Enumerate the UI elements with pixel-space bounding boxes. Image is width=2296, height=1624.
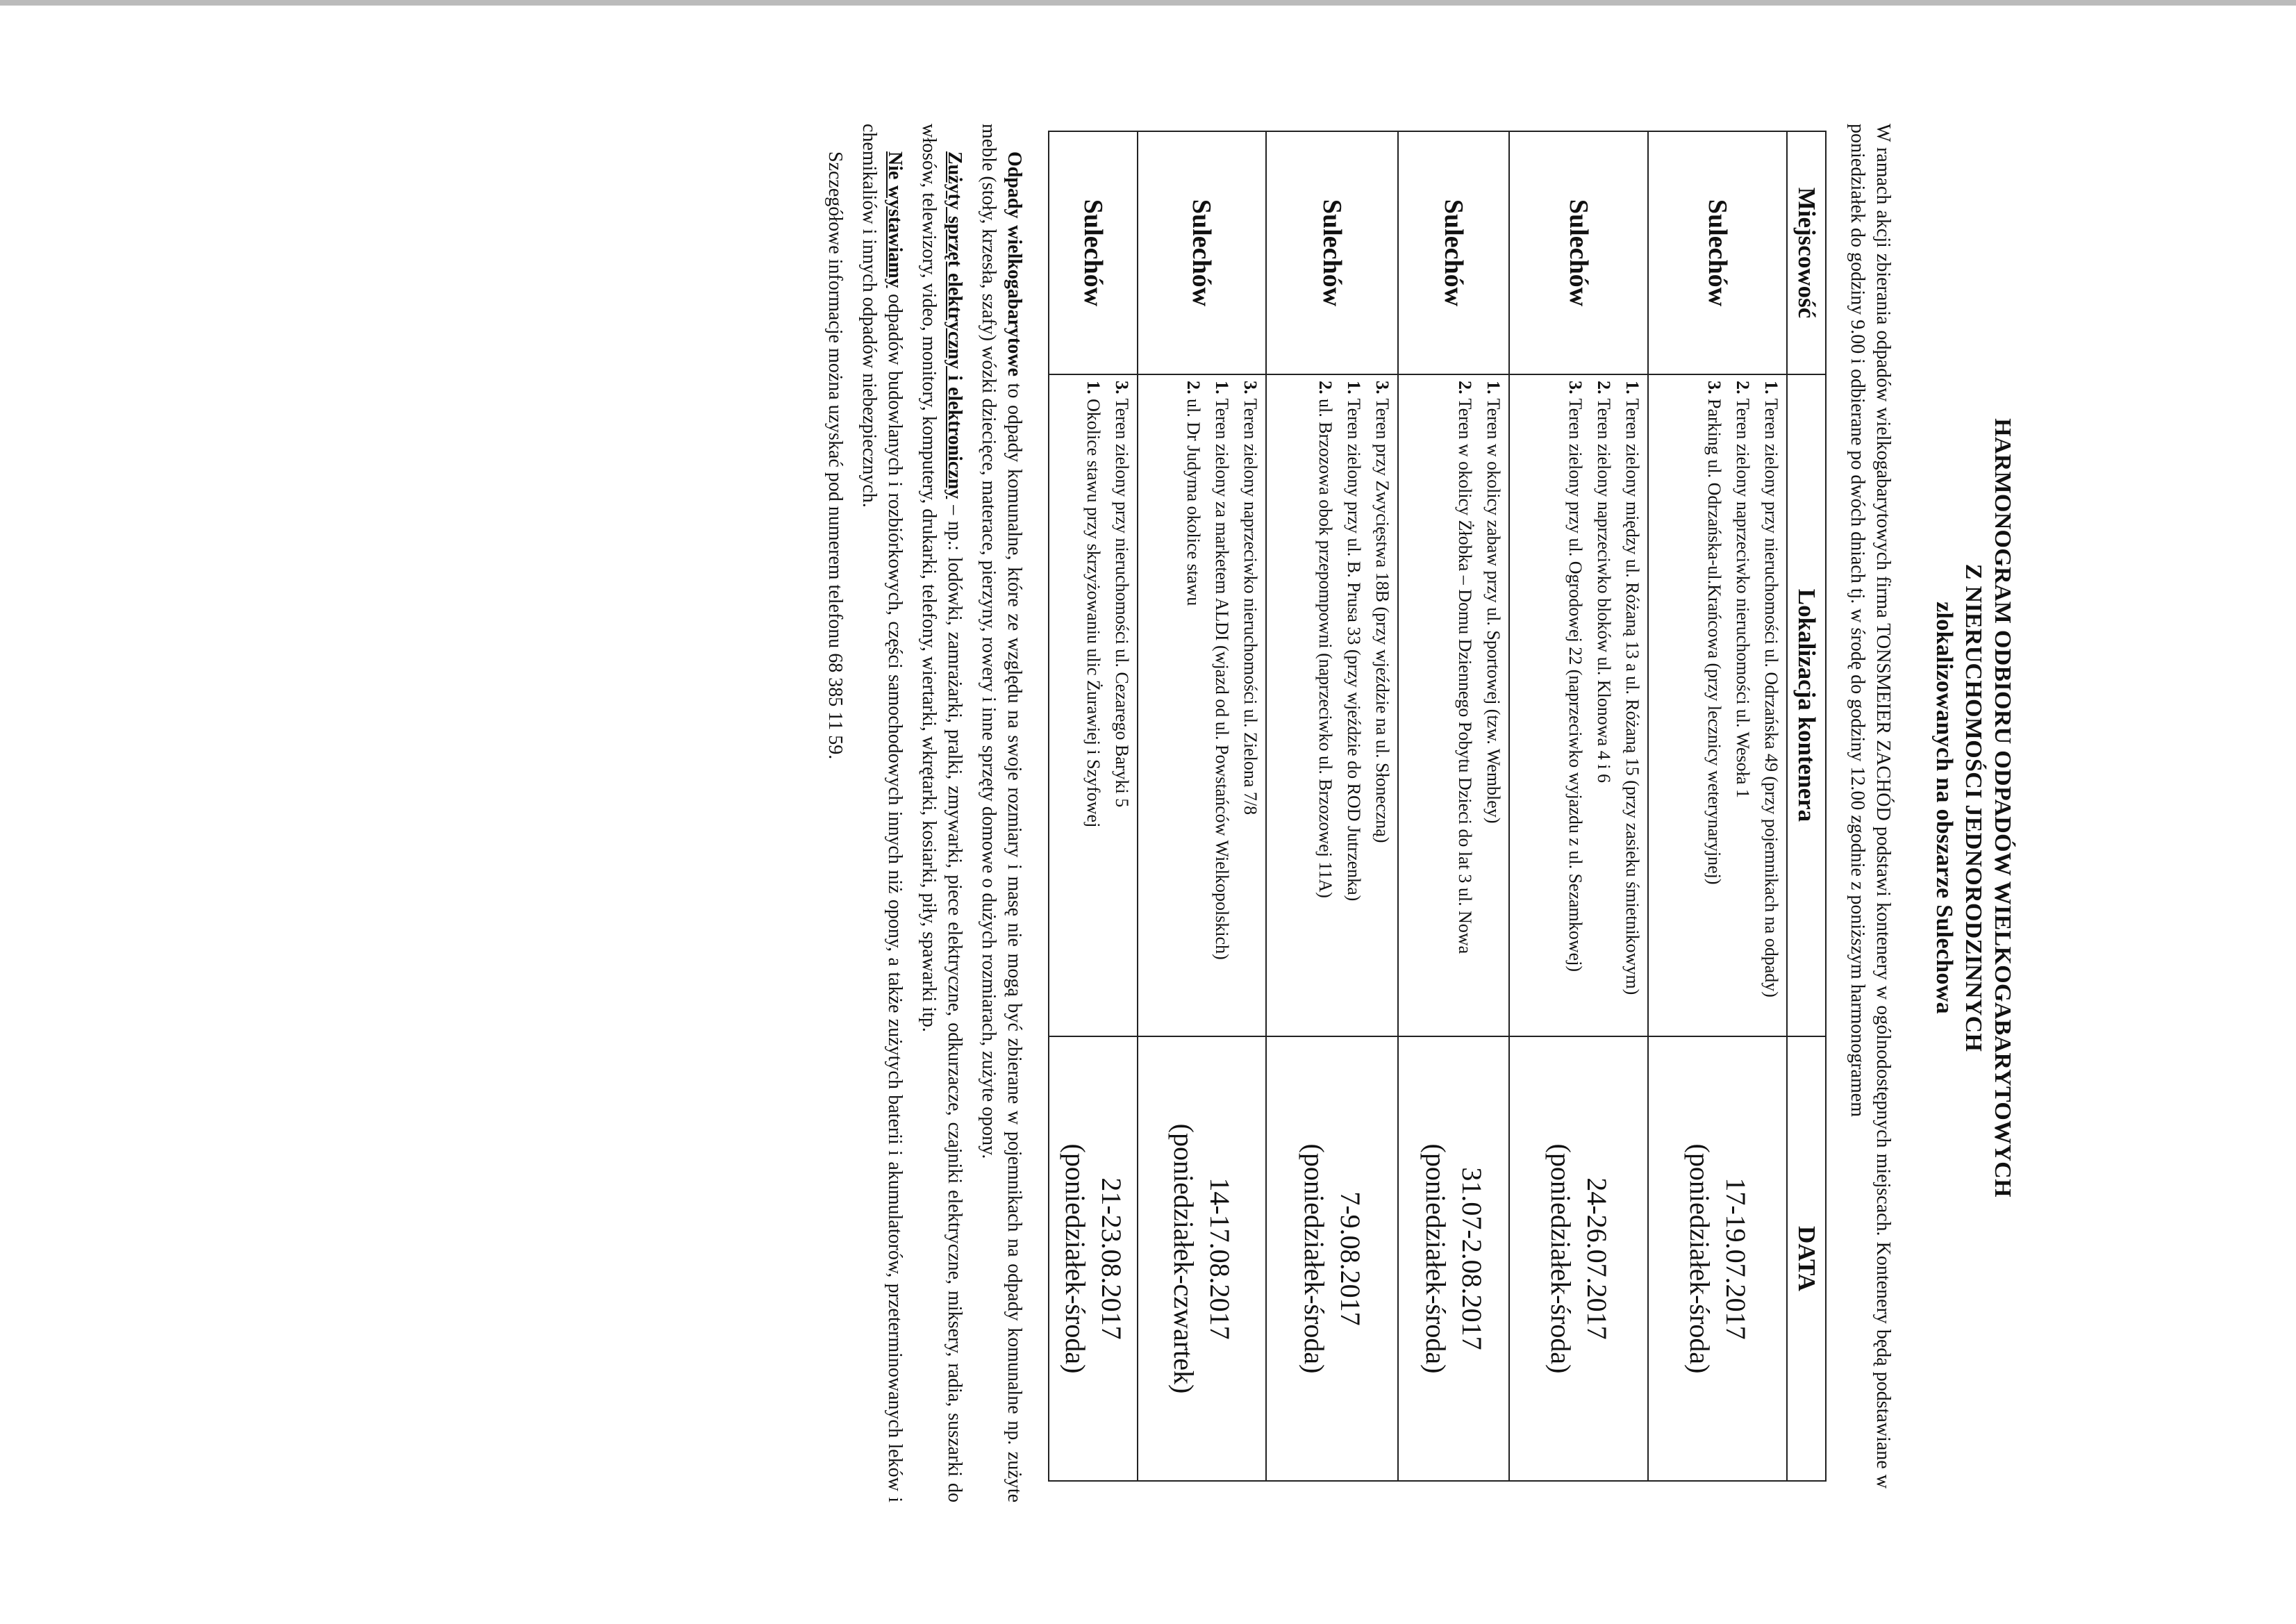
- cell-location: [1398, 374, 1509, 1036]
- location-item-number: 3.: [1372, 381, 1392, 395]
- note-not-accepted: [856, 124, 908, 1502]
- location-item: [1454, 381, 1476, 1030]
- note-not-term: Nie wystawiamy: [884, 151, 906, 288]
- title-line-3: zlokalizowanych na obszarze Sulechowa: [1931, 602, 1957, 1014]
- cell-location: [1509, 374, 1648, 1036]
- cell-place: Sulechów: [1266, 131, 1398, 374]
- location-item-text: Teren w okolicy Żłobka – Domu Dziennego Pobytu Dzieci do lat 3 ul. Nowa: [1455, 398, 1475, 954]
- table-row: [1266, 131, 1398, 1481]
- cell-place: Sulechów: [1049, 131, 1138, 374]
- location-item-text: Teren zielony naprzeciwko nieruchomości ul. Zielona 7/8: [1240, 398, 1261, 815]
- location-item: [1372, 381, 1393, 1030]
- scan-edge: [0, 0, 2296, 6]
- cell-location: [1266, 374, 1398, 1036]
- date-range: 7-9.08.2017: [1335, 1191, 1366, 1326]
- location-item-text: Teren zielony między ul. Różaną 13 a ul. Różaną 15 (przy zasieku śmietnikowym): [1622, 398, 1642, 995]
- note-contact: Szczegółowe informacje można uzyskać pod numerem telefonu 68 385 11 59.: [824, 151, 846, 760]
- location-item: [1343, 381, 1365, 1030]
- schedule-table: [1048, 131, 1827, 1482]
- table-row: [1509, 131, 1648, 1481]
- location-item-text: Teren zielony przy ul. Ogrodowej 22 (naprzeciwko wyjazdu z ul. Sezamkowej): [1565, 398, 1586, 972]
- location-item-number: 1.: [1083, 381, 1104, 395]
- cell-location: [1648, 374, 1787, 1036]
- location-item: [1183, 381, 1204, 1030]
- location-item-text: ul. Dr Judyma okolice stawu: [1183, 399, 1204, 606]
- table-row: [1049, 131, 1138, 1481]
- notes-section: [822, 124, 1027, 1502]
- location-item-text: Teren zielony za marketem ALDI (wjazd od ul. Powstańców Wielkopolskich): [1212, 398, 1232, 960]
- cell-place: Sulechów: [1398, 131, 1509, 374]
- header-date: DATA: [1787, 1036, 1826, 1481]
- date-weekdays: (poniedziałek-czwartek): [1168, 1123, 1200, 1394]
- date-weekdays: (poniedziałek-środa): [1420, 1143, 1451, 1374]
- document-body: [814, 124, 2199, 1502]
- schedule-rows: [1049, 131, 1787, 1481]
- date-weekdays: (poniedziałek-środa): [1299, 1143, 1330, 1374]
- date-range: 17-19.07.2017: [1720, 1177, 1752, 1340]
- title-line-2: Z NIERUCHOMOŚCI JEDNORODZINNYCH: [1961, 563, 1986, 1052]
- note-electro-term: Zużyty sprzęt elektryczny i elektroniczny: [944, 151, 965, 499]
- location-item-number: 3.: [1565, 381, 1586, 395]
- date-weekdays: (poniedziałek-środa): [1060, 1143, 1091, 1374]
- title-line-1: HARMONOGRAM ODBIORU ODPADÓW WIELKOGABARYTOWYCH: [1990, 418, 2015, 1198]
- date-range: 14-17.08.2017: [1204, 1177, 1236, 1340]
- document-title: [1929, 124, 2017, 1492]
- note-bulky-text: to odpady komunalne, które ze względu na swoje rozmiary i masę nie mogą być zbierane w pojemnikach na odpady komunalne np. zużyte meble (stoły, krzesła, szafy) wózki dziecięce, materace, pierzyny, rowery i inne sprzęty domowe o dużych rozmiarach, zużyte opony.: [978, 124, 1025, 1502]
- date-range: 24-26.07.2017: [1581, 1177, 1613, 1340]
- location-item: [1761, 381, 1782, 1030]
- location-item-number: 2.: [1594, 381, 1614, 395]
- location-item-text: Teren przy Zwycięstwa 18B (przy wjeździe na ul. Słoneczną): [1372, 398, 1392, 843]
- location-item-number: 1.: [1212, 381, 1232, 395]
- location-item-number: 3.: [1704, 381, 1724, 395]
- location-item-number: 2.: [1183, 381, 1204, 395]
- location-item: [1315, 381, 1336, 1030]
- note-bulky: [976, 124, 1027, 1502]
- location-item-text: Parking ul. Odrzańska-ul.Krańcowa (przy lecznicy weterynaryjnej): [1704, 399, 1724, 885]
- location-item-text: ul. Brzozowa obok przepompowni (naprzeciwko ul. Brzozowej 11A): [1315, 399, 1336, 898]
- date-weekdays: (poniedziałek-środa): [1545, 1143, 1577, 1374]
- table-row: [1398, 131, 1509, 1481]
- location-item: [1732, 381, 1754, 1030]
- location-item-number: 3.: [1112, 381, 1132, 395]
- location-item-number: 2.: [1455, 381, 1475, 395]
- note-not-text: odpadów budowlanych i rozbiórkowych, części samochodowych innych niż opony, a także zużytych baterii i akumulatorów, przeterminowanych leków i chemikaliów i innych odpadów niebezpiecznych.: [858, 124, 906, 1502]
- cell-location: [1138, 374, 1266, 1036]
- header-location: Lokalizacja kontenera: [1787, 374, 1826, 1036]
- location-item-number: 2.: [1315, 381, 1336, 395]
- cell-place: Sulechów: [1648, 131, 1787, 374]
- location-item: [1083, 381, 1104, 1030]
- intro-paragraph: W ramach akcji zbierania odpadów wielkogabarytowych firma TONSMEIER ZACHÓD podstawi kontenery w ogólnodostępnych miejscach. Kontenery będą podstawiane w poniedziałek do godziny 9.00 i odbierane po dwóch dniach tj. w środę do godziny 12.00 zgodnie z poniższym harmonogramem: [1847, 124, 1894, 1489]
- note-electro-text: – np.: lodówki, zamrażarki, pralki, zmywarki, piece elektryczne, odkurzacze, czajniki elektryczne, miksery, radia, suszarki do włosów, telewizory, video, monitory, komputery, drukarki, telefony, wiertarki, wkrętarki, kosiarki, piły, spawarki itp.: [918, 124, 965, 1502]
- location-item-text: Okolice stawu przy skrzyżowaniu ulic Żurawiej i Szyfowej: [1083, 399, 1104, 828]
- location-item-text: Teren zielony przy ul. B. Prusa 33 (przy wjeździe do ROD Jutrzenka): [1344, 398, 1364, 902]
- table-row: [1648, 131, 1787, 1481]
- location-item-number: 3.: [1240, 381, 1261, 395]
- location-item: [1565, 381, 1586, 1030]
- location-item-number: 1.: [1761, 381, 1781, 395]
- location-item: [1622, 381, 1643, 1030]
- cell-date: [1049, 1036, 1138, 1481]
- location-item-number: 2.: [1733, 381, 1753, 395]
- location-item-text: Teren zielony naprzeciwko bloków ul. Klonowa 4 i 6: [1594, 398, 1614, 783]
- table-row: [1138, 131, 1266, 1481]
- cell-place: Sulechów: [1509, 131, 1648, 374]
- header-place: Miejscowość: [1787, 131, 1826, 374]
- cell-date: [1648, 1036, 1787, 1481]
- table-header-row: [1787, 131, 1826, 1481]
- location-item: [1111, 381, 1133, 1030]
- location-item: [1704, 381, 1725, 1030]
- location-item: [1240, 381, 1261, 1030]
- location-item-text: Teren zielony przy nieruchomości ul. Cezarego Baryki 5: [1112, 398, 1132, 808]
- cell-date: [1509, 1036, 1648, 1481]
- location-item-text: Teren zielony przy nieruchomości ul. Odrzańska 49 (przy pojemnikach na odpady): [1761, 398, 1781, 997]
- location-item-number: 1.: [1483, 381, 1504, 395]
- location-item: [1211, 381, 1233, 1030]
- location-item-number: 1.: [1622, 381, 1642, 395]
- note-electro: [916, 124, 967, 1502]
- location-item-text: Teren w okolicy zabaw przy ul. Sportowej (tzw. Wembley): [1483, 398, 1504, 824]
- cell-location: [1049, 374, 1138, 1036]
- location-item-text: Teren zielony naprzeciwko nieruchomości ul. Wesoła 1: [1733, 398, 1753, 798]
- cell-date: [1398, 1036, 1509, 1481]
- date-range: 31.07-2.08.2017: [1456, 1167, 1488, 1350]
- location-item: [1593, 381, 1615, 1030]
- note-bulky-term: Odpady wielkogabarytowe: [1004, 151, 1025, 376]
- cell-date: [1138, 1036, 1266, 1481]
- date-range: 21-23.08.2017: [1096, 1177, 1127, 1340]
- cell-place: Sulechów: [1138, 131, 1266, 374]
- location-item-number: 1.: [1344, 381, 1364, 395]
- location-item: [1483, 381, 1504, 1030]
- date-weekdays: (poniedziałek-środa): [1684, 1143, 1715, 1374]
- cell-date: [1266, 1036, 1398, 1481]
